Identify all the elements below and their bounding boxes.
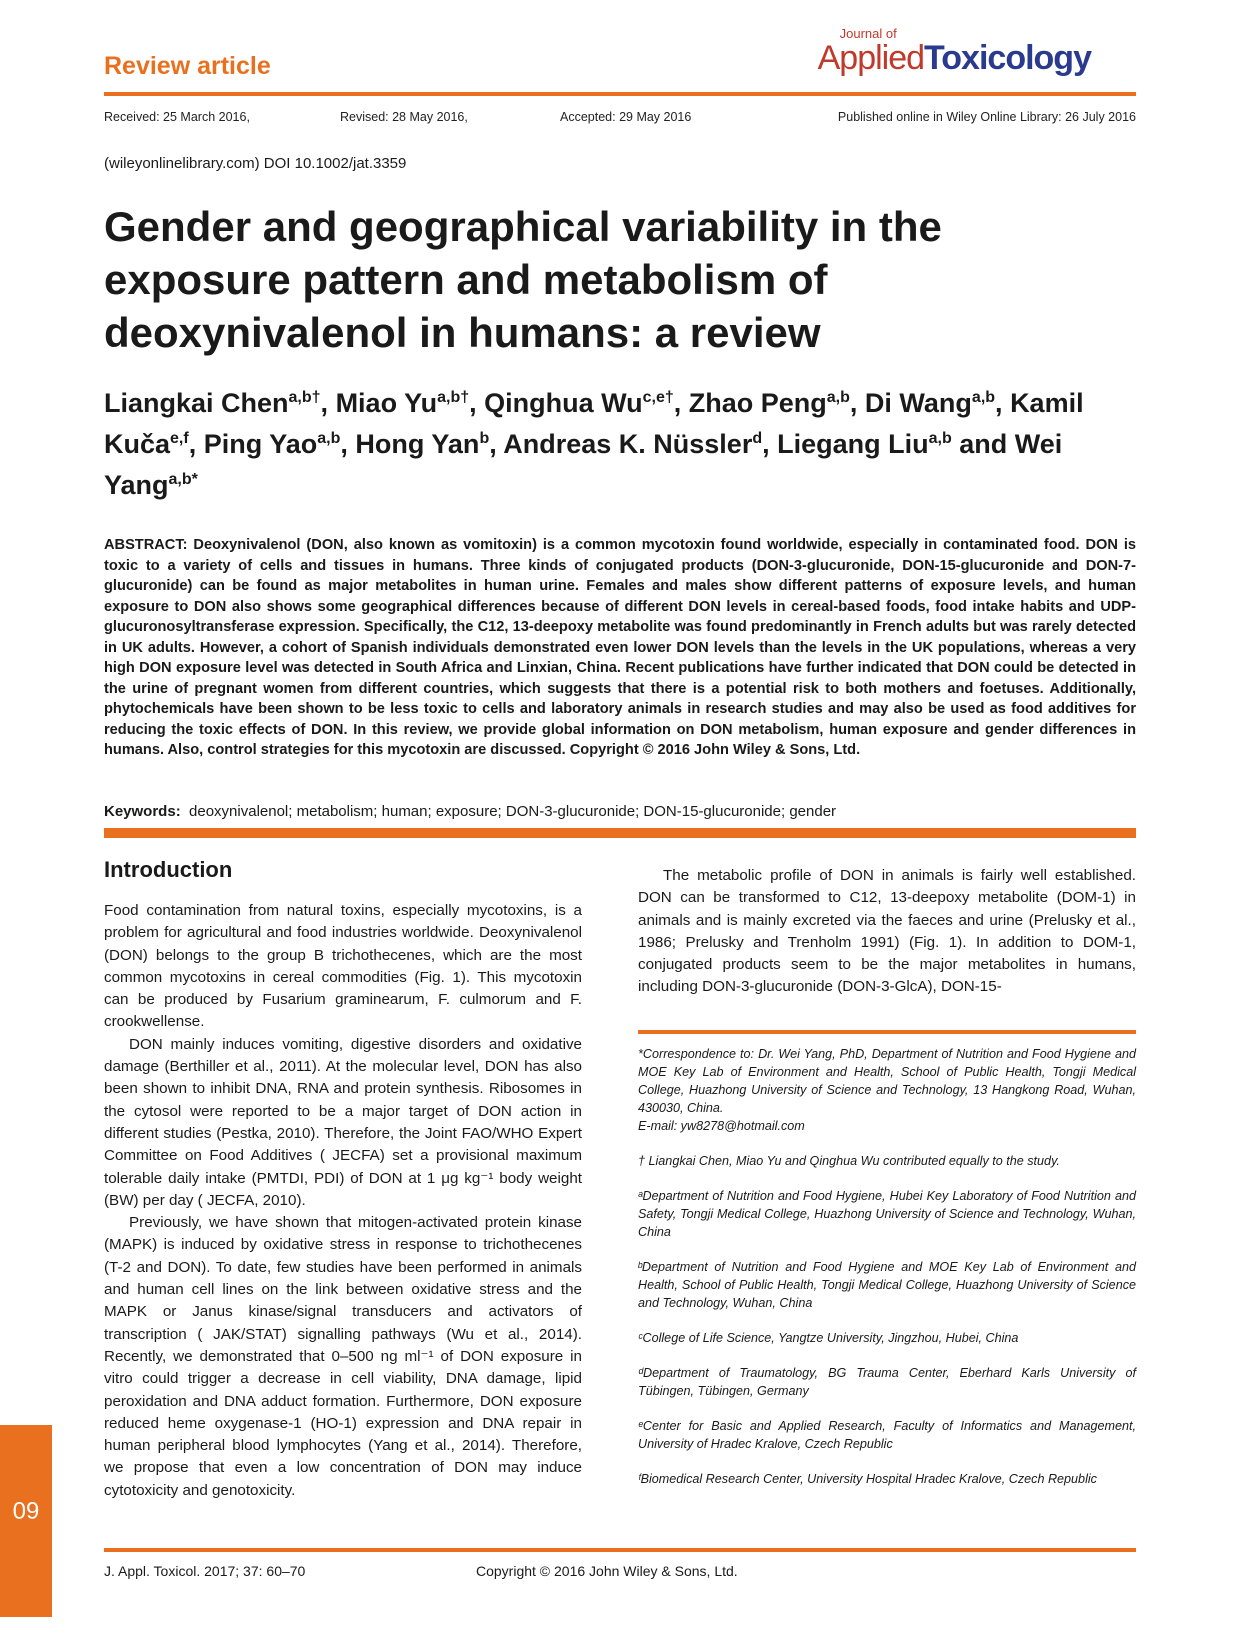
footer-copyright: Copyright © 2016 John Wiley & Sons, Ltd. xyxy=(476,1563,738,1579)
journal-name-applied: Applied xyxy=(817,39,925,77)
email-note: E-mail: yw8278@hotmail.com xyxy=(638,1119,805,1133)
paragraph: The metabolic profile of DON in animals is fairly well established. DON can be transformed to C12, 13-deepoxy metabolite (DOM-1) in animals and is mainly excreted via the faeces and urine (Prelusky et al., 1986; Prelusky and Trenholm 1991) (Fig. 1). In addition to DOM-1, conjugated products seem to be the major metabolites in humans, including DON-3-glucuronide (DON-3-GlcA), DON-15- xyxy=(638,867,1136,996)
article-title: Gender and geographical variability in the exposure pattern and metabolism of deoxynivalenol in humans: a review xyxy=(104,203,942,356)
footnote-rule xyxy=(638,1030,1136,1034)
journal-name xyxy=(818,39,1091,77)
equal-contribution-note: † Liangkai Chen, Miao Yu and Qinghua Wu contributed equally to the study. xyxy=(638,1154,1060,1168)
author-name: Di Wang xyxy=(864,388,972,418)
keywords-label: Keywords: xyxy=(104,803,181,820)
page-number: 60 xyxy=(12,1496,40,1523)
author-name: Qinghua Wu xyxy=(484,388,643,418)
author-name: Zhao Peng xyxy=(688,388,827,418)
journal-logo xyxy=(818,26,1091,75)
author-name: Kamil Kuča xyxy=(104,388,1084,459)
keywords-rule xyxy=(104,828,1136,838)
left-column xyxy=(104,900,582,1502)
author-name: Hong Yan xyxy=(355,429,480,459)
correspondence-note: *Correspondence to: Dr. Wei Yang, PhD, Department of Nutrition and Food Hygiene and MOE Key Lab of Environment and Health, School of Public Health, Tongji Medical College, Huazhong University of Science and Technology, 13 Hangkong Road, Wuhan, 430030, China. xyxy=(638,1047,1136,1115)
accepted-date: Accepted: 29 May 2016 xyxy=(560,110,692,124)
affiliation-d: ᵈDepartment of Traumatology, BG Trauma Center, Eberhard Karls University of Tübingen, Tübingen, Germany xyxy=(638,1366,1136,1398)
right-column xyxy=(638,865,1136,999)
affiliation-b: ᵇDepartment of Nutrition and Food Hygiene and MOE Key Lab of Environment and Health, School of Public Health, Tongji Medical College, Huazhong University of Science and Technology, Wuhan, China xyxy=(638,1260,1136,1310)
affiliation-c: ᶜCollege of Life Science, Yangtze University, Jingzhou, Hubei, China xyxy=(638,1331,1019,1345)
author-affiliation-mark: a,b† xyxy=(288,389,321,406)
author-name: Ping Yao xyxy=(203,429,318,459)
header-rule xyxy=(104,92,1136,96)
journal-of-text: Journal of xyxy=(839,26,897,41)
doi: (wileyonlinelibrary.com) DOI 10.1002/jat.3359 xyxy=(104,155,407,172)
author-list: Liangkai Chen$^{a,b\dagger}$, Miao $Yu^{a,b\dagger}$, Qinghua $Wu^{c,e\dagger}$, Zhao Peng$^{a,b}$, Di Wang$^{a,b}$, Kamil Kuča$^{e,f}$, Ping Yao$^{a,b}$, Hong Yan$^b$, Andreas K. Nüssler$^d$, Liegang Liu$^{a,b}$ and Wei Yang$^{a,b*}$ xyxy=(104,388,1084,500)
author-affiliation-mark: c,e† xyxy=(642,389,674,406)
keywords xyxy=(104,803,1136,820)
author-affiliation-mark: e,f xyxy=(170,430,189,447)
published-date: Published online in Wiley Online Library: 26 July 2016 xyxy=(837,110,1136,124)
affiliation-e: ᵉCenter for Basic and Applied Research, Faculty of Informatics and Management, University of Hradec Kralove, Czech Republic xyxy=(638,1419,1136,1451)
revised-date: Revised: 28 May 2016, xyxy=(340,110,468,124)
author-affiliation-mark: a,b xyxy=(826,389,850,406)
paragraph: Food contamination from natural toxins, especially mycotoxins, is a problem for agricultural and food industries worldwide. Deoxynivalenol (DON) belongs to the group B trichothecenes, which are the most common mycotoxins in cereal commodities (Fig. 1). This mycotoxin can be produced by Fusarium graminearum, F. culmorum and F. crookwellense. xyxy=(104,902,582,1031)
author-affiliation-mark: d xyxy=(752,430,763,447)
author-affiliation-mark: a,b† xyxy=(437,389,470,406)
author-name: and Wei Yang xyxy=(104,429,1063,500)
author-affiliation-mark: a,b* xyxy=(168,471,198,488)
affiliation-f: ᶠBiomedical Research Center, University Hospital Hradec Kralove, Czech Republic xyxy=(638,1472,1097,1486)
author-affiliation-mark: b xyxy=(479,430,490,447)
author-affiliation-mark: a,b xyxy=(928,430,952,447)
author-name: Liegang Liu xyxy=(777,429,929,459)
author-name: Andreas K. Nüssler xyxy=(503,429,753,459)
paragraph: DON mainly induces vomiting, digestive disorders and oxidative damage (Berthiller et al., 2011). At the molecular level, DON has also been shown to inhibit DNA, RNA and protein synthesis. Ribosomes in the cytosol were reported to be a major target of DON action in different studies (Pestka, 2010). Therefore, the Joint FAO/WHO Expert Committee on Food Additives ( JECFA) set a provisional maximum tolerable daily intake (PMTDI, PDI) of DON at 1 μg kg⁻¹ body weight (BW) per day ( JECFA, 2010). xyxy=(104,1035,582,1209)
paragraph: Previously, we have shown that mitogen-activated protein kinase (MAPK) is induced by oxidative stress in response to trichothecenes (T-2 and DON). To date, few studies have been performed in animals and human cell lines on the link between oxidative stress and the MAPK or Janus kinase/signal transducers and activators of transcription ( JAK/STAT) signalling pathways (Wu et al., 2014). Recently, we demonstrated that 0–500 ng ml⁻¹ of DON exposure in vitro could trigger a decrease in cell viability, DNA damage, lipid peroxidation and DNA adduct formation. Furthermore, DON exposure reduced heme oxygenase-1 (HO-1) expression and DNA repair in human peripheral blood lymphocytes (Yang et al., 2014). Therefore, we propose that even a low concentration of DON may induce cytotoxicity and genotoxicity. xyxy=(104,1214,582,1499)
author-name: Miao Yu xyxy=(335,388,438,418)
section-label: Review article xyxy=(104,52,271,80)
journal-name-toxicology: Toxicology xyxy=(924,39,1091,77)
author-affiliation-mark: a,b xyxy=(317,430,341,447)
affiliation-a: ᵃDepartment of Nutrition and Food Hygiene, Hubei Key Laboratory of Food Nutrition and Safety, Tongji Medical College, Huazhong University of Science and Technology, Wuhan, China xyxy=(638,1189,1136,1239)
keywords-list: deoxynivalenol; metabolism; human; exposure; DON-3-glucuronide; DON-15-glucuronide; gender xyxy=(189,803,837,820)
footer-rule xyxy=(104,1548,1136,1552)
received-date: Received: 25 March 2016, xyxy=(104,110,250,124)
abstract: ABSTRACT: Deoxynivalenol (DON, also known as vomitoxin) is a common mycotoxin found worldwide, especially in contaminated food. DON is toxic to a variety of cells and tissues in humans. Three kinds of conjugated products (DON-3-glucuronide, DON-15-glucuronide and DON-7-glucuronide) can be found as major metabolites in human urine. Females and males show different patterns of exposure levels, and human exposure to DON also shows some geographical differences because of different DON levels in cereal-based foods, food intake habits and UDP-glucuronosyltransferase expression. Specifically, the C12, 13-deepoxy metabolite was found predominantly in French adults but was rarely detected in UK adults. However, a cohort of Spanish individuals demonstrated even lower DON levels than the levels in the UK populations, whereas a very high DON exposure level was detected in South Africa and Linxian, China. Recent publications have further indicated that DON could be detected in the urine of pregnant women from different countries, which suggests that there is a potential risk to both mothers and foetuses. Additionally, phytochemicals have been shown to be less toxic to cells and laboratory animals in research studies and may also be used as food additives for reducing the toxic effects of DON. In this review, we provide global information on DON metabolism, human exposure and gender differences in humans. Also, control strategies for this mycotoxin are discussed. Copyright © 2016 John Wiley & Sons, Ltd. xyxy=(104,537,1136,758)
author-name: Liangkai Chen xyxy=(104,388,289,418)
citation: J. Appl. Toxicol. 2017; 37: 60–70 xyxy=(104,1563,306,1579)
introduction-heading: Introduction xyxy=(104,857,233,882)
author-affiliation-mark: a,b xyxy=(971,389,996,406)
footnotes xyxy=(638,1045,1136,1505)
